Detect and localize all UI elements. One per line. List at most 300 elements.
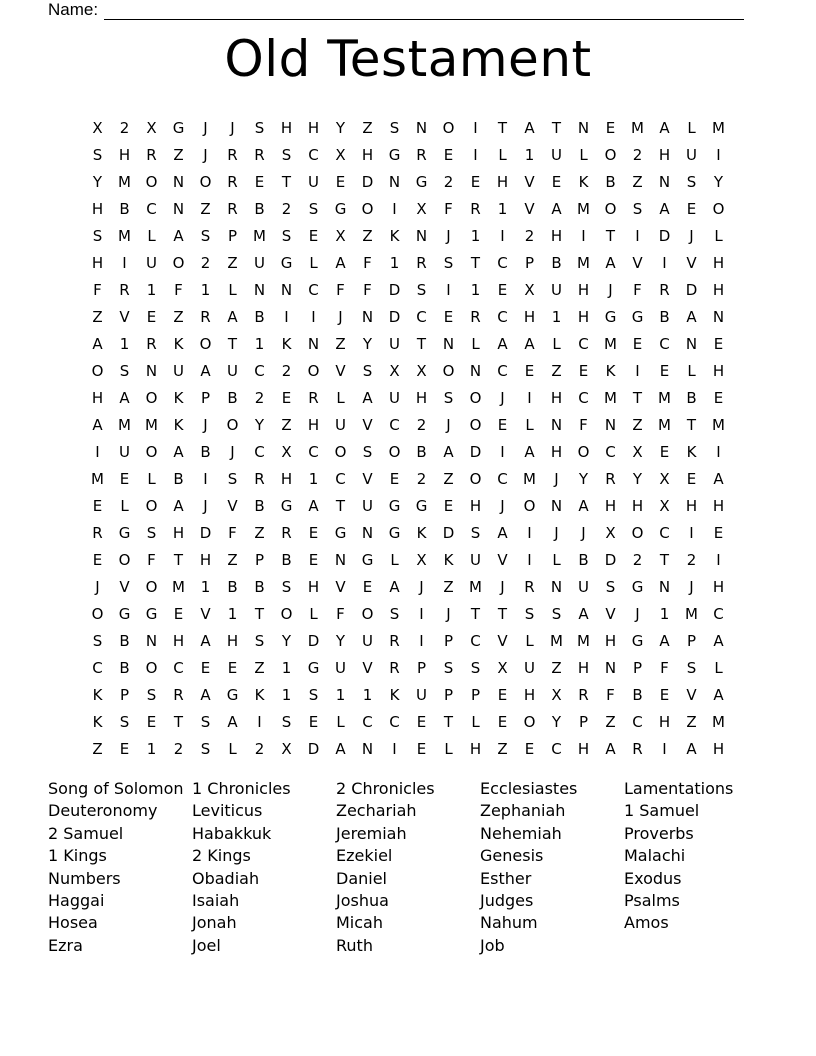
grid-cell: H [712, 280, 725, 299]
grid-cell: U [335, 415, 346, 434]
grid-cell: E [200, 658, 211, 677]
grid-cell: B [686, 388, 697, 407]
grid-cell: G [307, 658, 320, 677]
grid-cell: N [253, 280, 266, 299]
grid-cell: D [361, 172, 374, 191]
grid-cell: R [146, 334, 157, 353]
grid-cell: E [470, 172, 481, 191]
grid-cell: E [497, 415, 508, 434]
grid-cell: I [203, 469, 208, 488]
grid-cell: R [173, 685, 184, 704]
word-bank-item: 1 Samuel [624, 801, 700, 821]
grid-cell: C [416, 307, 427, 326]
grid-cell: A [524, 442, 535, 461]
grid-cell: O [145, 388, 158, 407]
grid-cell: B [119, 631, 130, 650]
grid-cell: A [713, 685, 724, 704]
grid-cell: G [334, 523, 347, 542]
grid-cell: C [308, 442, 319, 461]
grid-cell: G [118, 604, 131, 623]
grid-cell: I [284, 307, 289, 326]
grid-cell: M [550, 631, 563, 650]
grid-cell: P [119, 685, 130, 704]
grid-cell: V [632, 253, 643, 272]
grid-cell: O [577, 442, 590, 461]
grid-cell: L [228, 739, 237, 758]
grid-cell: K [173, 415, 184, 434]
grid-cell: N [361, 739, 374, 758]
grid-cell: K [92, 685, 103, 704]
grid-cell: N [145, 361, 158, 380]
grid-cell: C [497, 307, 508, 326]
grid-cell: I [419, 604, 424, 623]
grid-cell: 1 [119, 334, 130, 353]
grid-cell: 1 [146, 280, 157, 299]
grid-cell: H [631, 496, 644, 515]
name-blank-line [104, 5, 744, 20]
grid-cell: O [145, 577, 158, 596]
grid-cell: A [659, 199, 670, 218]
grid-cell: D [469, 442, 482, 461]
grid-cell: Z [92, 739, 103, 758]
grid-cell: G [226, 685, 239, 704]
grid-cell: H [91, 199, 104, 218]
grid-cell: C [389, 415, 400, 434]
grid-cell: 2 [173, 739, 184, 758]
grid-cell: E [335, 172, 346, 191]
grid-cell: I [662, 253, 667, 272]
word-bank-item: Ezekiel [336, 846, 393, 866]
grid-cell: A [686, 739, 697, 758]
grid-cell: P [443, 685, 454, 704]
grid-cell: E [308, 523, 319, 542]
grid-cell: 2 [281, 361, 292, 380]
grid-cell: M [523, 469, 536, 488]
grid-cell: S [281, 712, 292, 731]
grid-cell: E [524, 361, 535, 380]
grid-cell: M [577, 199, 590, 218]
word-bank-item: Deuteronomy [48, 801, 158, 821]
word-bank-item: Genesis [480, 846, 544, 866]
grid-cell: M [145, 415, 158, 434]
grid-cell: T [551, 118, 562, 137]
grid-cell: F [579, 415, 588, 434]
grid-cell: J [446, 604, 451, 623]
grid-cell: O [388, 442, 401, 461]
grid-cell: B [551, 253, 562, 272]
word-bank-item: Joel [192, 935, 221, 955]
name-field [48, 0, 744, 20]
grid-cell: R [308, 388, 319, 407]
grid-cell: M [604, 388, 617, 407]
grid-cell: S [254, 631, 265, 650]
grid-cell: Z [605, 712, 616, 731]
grid-cell: D [388, 280, 401, 299]
grid-cell: J [203, 118, 208, 137]
grid-cell: X [497, 658, 508, 677]
grid-cell: B [173, 469, 184, 488]
grid-cell: L [498, 145, 507, 164]
word-bank-item: Nehemiah [480, 823, 562, 843]
grid-cell: E [308, 712, 319, 731]
grid-cell: X [524, 280, 535, 299]
grid-cell: B [227, 577, 238, 596]
grid-cell: H [550, 388, 563, 407]
grid-cell: H [91, 388, 104, 407]
grid-cell: C [146, 199, 157, 218]
grid-cell: E [713, 523, 724, 542]
grid-cell: A [119, 388, 130, 407]
grid-cell: V [497, 550, 508, 569]
grid-cell: N [712, 307, 725, 326]
grid-cell: T [497, 118, 508, 137]
word-bank-item: Leviticus [192, 801, 263, 821]
word-bank-item: Ecclesiastes [480, 779, 578, 798]
grid-cell: E [308, 226, 319, 245]
grid-cell: V [605, 604, 616, 623]
grid-cell: H [361, 145, 374, 164]
grid-cell: S [551, 604, 562, 623]
grid-cell: G [118, 523, 131, 542]
grid-cell: O [469, 388, 482, 407]
grid-cell: T [497, 604, 508, 623]
grid-cell: M [172, 577, 185, 596]
grid-cell: I [716, 442, 721, 461]
grid-cell: A [173, 226, 184, 245]
grid-cell: E [578, 361, 589, 380]
grid-cell: S [389, 118, 400, 137]
grid-cell: F [336, 604, 345, 623]
grid-cell: I [95, 442, 100, 461]
grid-cell: U [362, 496, 373, 515]
grid-cell: M [685, 604, 698, 623]
grid-cell: C [335, 469, 346, 488]
grid-cell: D [307, 631, 320, 650]
grid-cell: C [497, 253, 508, 272]
grid-cell: P [470, 685, 481, 704]
grid-cell: H [118, 145, 131, 164]
grid-cell: O [361, 199, 374, 218]
word-bank-item: 2 Chronicles [336, 779, 435, 798]
grid-cell: C [713, 604, 724, 623]
grid-cell: N [604, 658, 617, 677]
word-bank-item: 1 Kings [48, 846, 107, 866]
grid-cell: K [281, 334, 292, 353]
grid-cell: L [444, 739, 453, 758]
grid-cell: S [146, 523, 157, 542]
grid-cell: A [200, 361, 211, 380]
grid-cell: M [604, 334, 617, 353]
grid-cell: M [469, 577, 482, 596]
grid-cell: Z [443, 577, 454, 596]
grid-cell: J [500, 496, 505, 515]
grid-cell: Z [254, 658, 265, 677]
grid-cell: G [415, 172, 428, 191]
grid-cell: 2 [281, 199, 292, 218]
grid-cell: M [712, 712, 725, 731]
grid-cell: N [307, 334, 320, 353]
grid-cell: U [335, 658, 346, 677]
grid-cell: 2 [416, 469, 427, 488]
grid-cell: C [497, 361, 508, 380]
grid-cell: C [308, 280, 319, 299]
grid-cell: S [119, 361, 130, 380]
grid-cell: Z [173, 145, 184, 164]
grid-cell: Z [686, 712, 697, 731]
grid-cell: V [227, 496, 238, 515]
grid-cell: Z [227, 253, 238, 272]
grid-cell: L [147, 469, 156, 488]
grid-cell: I [446, 280, 451, 299]
grid-cell: T [470, 604, 481, 623]
grid-cell: I [500, 442, 505, 461]
grid-cell: Z [497, 739, 508, 758]
grid-cell: N [550, 415, 563, 434]
letter-grid [84, 114, 732, 762]
grid-cell: S [200, 712, 211, 731]
grid-cell: 1 [200, 577, 211, 596]
grid-cell: T [443, 712, 454, 731]
grid-cell: N [550, 496, 563, 515]
grid-cell: E [281, 388, 292, 407]
grid-cell: S [389, 604, 400, 623]
grid-cell: P [416, 658, 427, 677]
grid-cell: S [362, 442, 373, 461]
grid-cell: O [334, 442, 347, 461]
grid-cell: K [173, 334, 184, 353]
grid-cell: O [226, 415, 239, 434]
grid-cell: A [713, 631, 724, 650]
grid-cell: Z [92, 307, 103, 326]
grid-cell: V [362, 415, 373, 434]
grid-cell: U [173, 361, 184, 380]
grid-cell: G [631, 577, 644, 596]
grid-cell: E [92, 496, 103, 515]
grid-cell: T [686, 415, 697, 434]
grid-cell: J [500, 388, 505, 407]
grid-cell: L [390, 550, 399, 569]
word-bank-item: Lamentations [624, 779, 734, 798]
grid-cell: A [200, 631, 211, 650]
word-bank-item: Daniel [336, 868, 387, 888]
grid-cell: S [200, 739, 211, 758]
grid-cell: S [443, 388, 454, 407]
grid-cell: N [334, 550, 347, 569]
grid-cell: O [199, 172, 212, 191]
grid-cell: U [416, 685, 427, 704]
grid-cell: V [524, 172, 535, 191]
grid-cell: C [254, 442, 265, 461]
grid-cell: 2 [254, 739, 265, 758]
grid-cell: T [470, 253, 481, 272]
grid-cell: H [577, 739, 590, 758]
grid-cell: U [362, 631, 373, 650]
grid-cell: E [119, 469, 130, 488]
grid-cell: N [469, 361, 482, 380]
grid-cell: E [686, 199, 697, 218]
grid-cell: R [389, 658, 400, 677]
grid-cell: N [145, 631, 158, 650]
grid-cell: S [443, 253, 454, 272]
grid-cell: S [362, 361, 373, 380]
grid-cell: 1 [281, 685, 292, 704]
grid-cell: F [660, 658, 669, 677]
grid-cell: D [685, 280, 698, 299]
grid-cell: Z [551, 658, 562, 677]
grid-cell: G [631, 631, 644, 650]
grid-cell: J [203, 145, 208, 164]
grid-cell: C [308, 145, 319, 164]
grid-cell: S [281, 145, 292, 164]
grid-cell: Z [362, 226, 373, 245]
grid-cell: C [551, 739, 562, 758]
grid-cell: X [335, 226, 346, 245]
word-bank-item: Isaiah [192, 890, 240, 910]
grid-cell: 1 [524, 145, 535, 164]
grid-cell: J [446, 226, 451, 245]
grid-cell: L [336, 712, 345, 731]
word-bank-item: 1 Chronicles [192, 779, 291, 798]
grid-cell: U [551, 145, 562, 164]
grid-cell: R [146, 145, 157, 164]
grid-cell: S [686, 658, 697, 677]
grid-cell: F [336, 280, 345, 299]
grid-cell: B [254, 496, 265, 515]
grid-cell: A [497, 334, 508, 353]
grid-cell: A [443, 442, 454, 461]
grid-cell: Z [632, 415, 643, 434]
grid-cell: C [389, 712, 400, 731]
grid-cell: H [685, 496, 698, 515]
grid-cell: D [199, 523, 212, 542]
grid-cell: P [524, 253, 535, 272]
grid-cell: H [307, 577, 320, 596]
word-bank-item: Exodus [624, 868, 682, 888]
word-bank-item: Amos [624, 913, 669, 933]
grid-cell: I [500, 226, 505, 245]
grid-cell: A [524, 118, 535, 137]
grid-cell: U [389, 388, 400, 407]
word-bank-item: 2 Kings [192, 846, 251, 866]
grid-cell: E [497, 280, 508, 299]
grid-cell: E [605, 118, 616, 137]
grid-cell: R [227, 199, 238, 218]
grid-cell: C [173, 658, 184, 677]
grid-cell: U [686, 145, 697, 164]
grid-cell: M [91, 469, 104, 488]
word-bank-item: Numbers [48, 868, 121, 888]
grid-cell: C [605, 442, 616, 461]
grid-cell: H [577, 658, 590, 677]
grid-cell: N [577, 118, 590, 137]
grid-cell: T [227, 334, 238, 353]
grid-cell: S [92, 145, 103, 164]
grid-cell: G [280, 253, 293, 272]
grid-cell: S [605, 577, 616, 596]
grid-cell: G [388, 145, 401, 164]
grid-cell: 1 [146, 739, 157, 758]
grid-cell: H [658, 145, 671, 164]
grid-cell: T [335, 496, 346, 515]
grid-cell: O [145, 442, 158, 461]
grid-cell: P [227, 226, 238, 245]
grid-cell: O [118, 550, 131, 569]
grid-cell: E [173, 604, 184, 623]
grid-cell: A [308, 496, 319, 515]
grid-cell: S [92, 226, 103, 245]
grid-cell: O [469, 415, 482, 434]
grid-cell: A [659, 118, 670, 137]
grid-cell: X [659, 496, 670, 515]
grid-cell: E [416, 712, 427, 731]
grid-cell: E [713, 334, 724, 353]
grid-cell: V [686, 685, 697, 704]
grid-cell: H [550, 442, 563, 461]
grid-cell: L [714, 658, 723, 677]
grid-cell: H [307, 118, 320, 137]
grid-cell: 1 [281, 658, 292, 677]
grid-cell: Z [281, 415, 292, 434]
grid-cell: A [200, 685, 211, 704]
grid-cell: I [662, 739, 667, 758]
grid-cell: J [95, 577, 100, 596]
grid-cell: V [119, 577, 130, 596]
grid-cell: E [443, 307, 454, 326]
grid-cell: E [362, 577, 373, 596]
grid-cell: J [608, 280, 613, 299]
grid-cell: O [91, 604, 104, 623]
grid-cell: P [254, 550, 265, 569]
grid-cell: M [118, 172, 131, 191]
grid-cell: O [442, 118, 455, 137]
grid-cell: H [199, 550, 212, 569]
grid-cell: C [92, 658, 103, 677]
grid-cell: J [338, 307, 343, 326]
word-bank-item: Proverbs [624, 823, 694, 843]
grid-cell: 1 [200, 280, 211, 299]
grid-cell: E [713, 388, 724, 407]
grid-cell: U [146, 253, 157, 272]
grid-cell: B [200, 442, 211, 461]
grid-cell: R [605, 469, 616, 488]
grid-cell: Y [335, 118, 346, 137]
grid-cell: S [200, 226, 211, 245]
grid-cell: H [604, 631, 617, 650]
grid-cell: Z [254, 523, 265, 542]
grid-cell: F [363, 253, 372, 272]
grid-cell: T [659, 550, 670, 569]
grid-cell: N [604, 415, 617, 434]
grid-cell: C [470, 631, 481, 650]
grid-cell: I [716, 145, 721, 164]
grid-cell: E [389, 469, 400, 488]
grid-cell: N [415, 118, 428, 137]
grid-cell: I [635, 226, 640, 245]
grid-cell: U [524, 658, 535, 677]
grid-cell: J [635, 604, 640, 623]
word-bank-item: Zechariah [336, 801, 417, 821]
grid-cell: O [199, 334, 212, 353]
grid-cell: Y [578, 469, 589, 488]
grid-cell: J [230, 118, 235, 137]
grid-cell: S [281, 226, 292, 245]
grid-cell: 2 [686, 550, 697, 569]
grid-cell: J [500, 577, 505, 596]
grid-cell: J [203, 415, 208, 434]
grid-cell: H [712, 496, 725, 515]
grid-cell: C [362, 712, 373, 731]
grid-cell: H [172, 523, 185, 542]
